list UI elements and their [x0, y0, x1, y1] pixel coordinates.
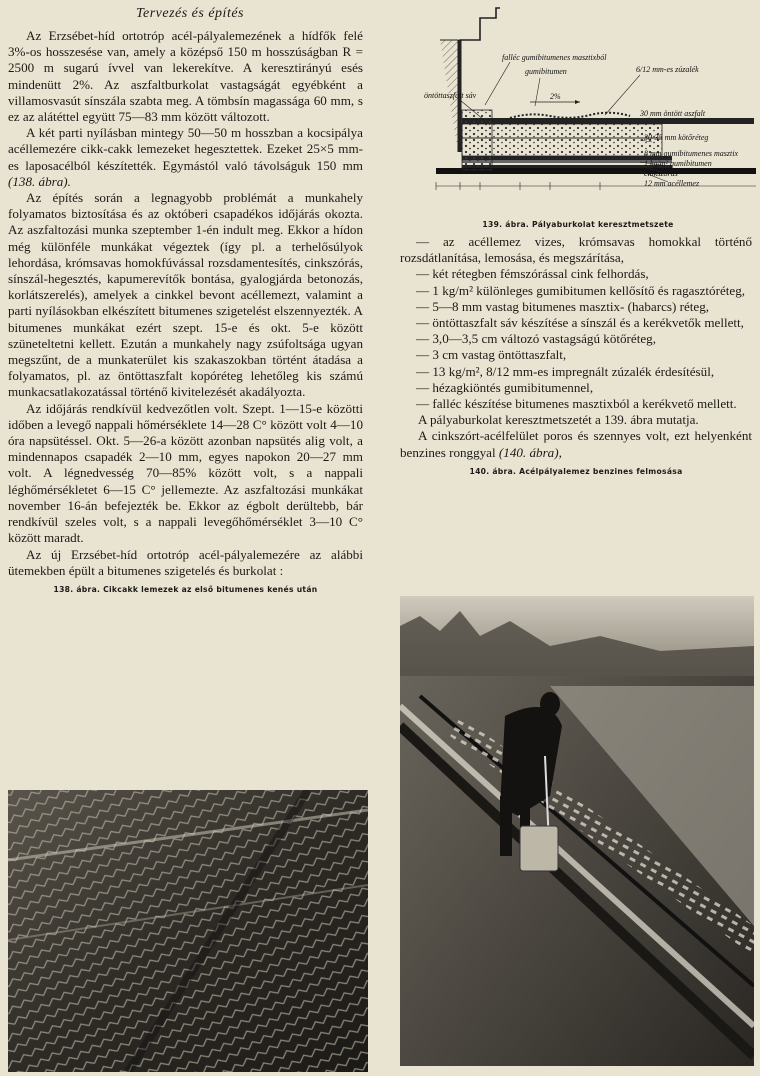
- right-column: [400, 234, 752, 484]
- fig-label: 2%: [550, 92, 561, 101]
- list-item: — 13 kg/m², 8/12 mm-es impregnált zúzalék érdesítésül,: [416, 363, 715, 379]
- figure-140-photo: [400, 596, 754, 1066]
- paragraph: Az építés során a legnagyobb problémát a munkahely folyamatos biztosítása és az októberi csapadékos időjárás okozta. Az aszfaltozási munka szeptember 1-én indult meg. Ekkor a hídon még különféle munkákat végeztek (így pl. a terhelősúlyok lehordása, krómsavas homokfúvással rozsdamentesítés, cinkszórás, sínszál-hegesztés, kapumerevítők bontása, gyalogjárda betonozás, korlátszerelés), amelyek a cinkkel bevont acéllemezt, valamint a parti nyílásokban elkészített bitumenes szigetelést elszennyezték. A bitumenes munkákat ezért szept. 15-e és okt. 5-e között szüneteltetni kellett. Ezután a munkahely nagy zsúfoltsága ugyan megszűnt, de a munkaterület kis szakaszokban történt átadása a folyamatos, pl. az öntöttaszfalt kopóréteg lehetőleg kis számú munkacsatlakozatással történő kivitelezését akadályozta.: [8, 190, 363, 400]
- paragraph: A pályaburkolat keresztmetszetét a 139. ábra mutatja.: [418, 412, 699, 428]
- figure-caption: 140. ábra. Acélpályalemez benzines felmosása: [469, 466, 683, 476]
- benzine-washing-photo-illustration: [400, 596, 754, 1066]
- paragraph: A két parti nyílásban mintegy 50—50 m hosszban a kocsipálya acéllemezére cikk-cakk lemezeket hegesztettek. Ezeket 25×5 mm-es laposacélból készítették. Egymástól való távolságuk 150 mm (138. ábra).: [8, 125, 363, 189]
- list-item: — hézagkiöntés gumibitumennel,: [416, 379, 594, 395]
- fig-label: falléc gumibitumenes masztixból: [502, 53, 607, 62]
- paragraph: Az Erzsébet-híd ortotróp acél-pályalemezének a hídfők felé 3%-os hosszesése van, amely a középső 150 m hosszúságban R = 2500 m sugarú ívvel van lekerekítve. A keresztirányú esés mindenütt 2%. Az aszfaltburkolat vastagságát egyébként a villamosvasút sínszála szabta meg. A tömbsín magassága 60 mm, s ez az alátéttel együtt 75—83 mm között változott.: [8, 28, 363, 125]
- list-item: — 1 kg/m² különleges gumibitumen kellősítő és ragasztóréteg,: [416, 282, 746, 298]
- figure-caption: 138. ábra. Cikcakk lemezek az első bitumenes kenés után: [53, 584, 318, 594]
- fig-label: 6/12 mm-es zúzalék: [636, 65, 699, 74]
- fig-label: gumibitumen: [525, 67, 567, 76]
- list-item: — 3 cm vastag öntöttaszfalt,: [416, 347, 567, 363]
- paragraph: A cinkszórt-acélfelület poros és szennyes volt, ezt helyenként benzines ronggyal (140. ábra),: [400, 428, 752, 460]
- left-column: [8, 28, 363, 602]
- list-item: — 3,0—3,5 cm változó vastagságú kötőréteg,: [416, 331, 656, 347]
- fig-label: öntöttaszfalt sáv: [424, 91, 477, 100]
- fig-label: 12 mm acéllemez: [644, 179, 700, 188]
- fig-label: 30-35 mm kötőréteg: [644, 133, 709, 142]
- list-item: — 5—8 mm vastag bitumenes masztix- (habarcs) réteg,: [416, 298, 710, 314]
- list-item: — öntöttaszfalt sáv készítése a sínszál és a kerékvetők mellett,: [416, 315, 744, 331]
- list-item: — két rétegben fémszórással cink felhordás,: [416, 266, 649, 282]
- fig-label: 1 kg/m² gumibitumen: [644, 159, 712, 168]
- figure-reference: (140. ábra),: [498, 444, 562, 460]
- paragraph: Az időjárás rendkívül kedvezőtlen volt. Szept. 1—15-e közötti időben a levegő nappali hőmérséklete 14—28 C° között volt 4—10 óra napsütéssel. Okt. 5—26-a között azonban napsütés alig volt, a mindennapos csapadék 2—10 mm, egyes napokon 20—27 mm volt. A légnedvesség 70—85% között volt, s a nappali léghőmérsékletet 6—15 C° jellemezte. Az aszfaltozási munkákat november 16-án befejezték be. Ekkor az égbolt derültebb, bár rendkívül szeles volt, s a nappali levegőhőmérséklet 3—10 C° között maradt.: [8, 400, 363, 546]
- fig-label: cinkszórás: [644, 169, 678, 178]
- figure-caption: 139. ábra. Pályaburkolat keresztmetszete: [482, 220, 674, 229]
- figure-reference: (138. ábra).: [8, 173, 71, 189]
- figure-138-photo: [8, 790, 368, 1072]
- pavement-cross-section-diagram: [400, 0, 756, 215]
- list-item: — falléc készítése bitumenes masztixból a kerékvető mellett.: [416, 396, 737, 412]
- zigzag-plates-photo-illustration: [8, 790, 368, 1072]
- list-item: — az acéllemez vizes, krómsavas homokkal történő rozsdátlanítása, lemosása, és megszárítása,: [400, 234, 752, 266]
- figure-139-cross-section: [400, 0, 756, 230]
- page-header: Tervezés és építés: [135, 6, 245, 21]
- fig-label: 8 mm gumibitumenes masztix: [644, 149, 738, 158]
- paragraph: Az új Erzsébet-híd ortotróp acél-pályalemezére az alábbi ütemekben épült a bitumenes szigetelés és burkolat :: [8, 546, 363, 578]
- fig-label: 30 mm öntött aszfalt: [640, 109, 706, 118]
